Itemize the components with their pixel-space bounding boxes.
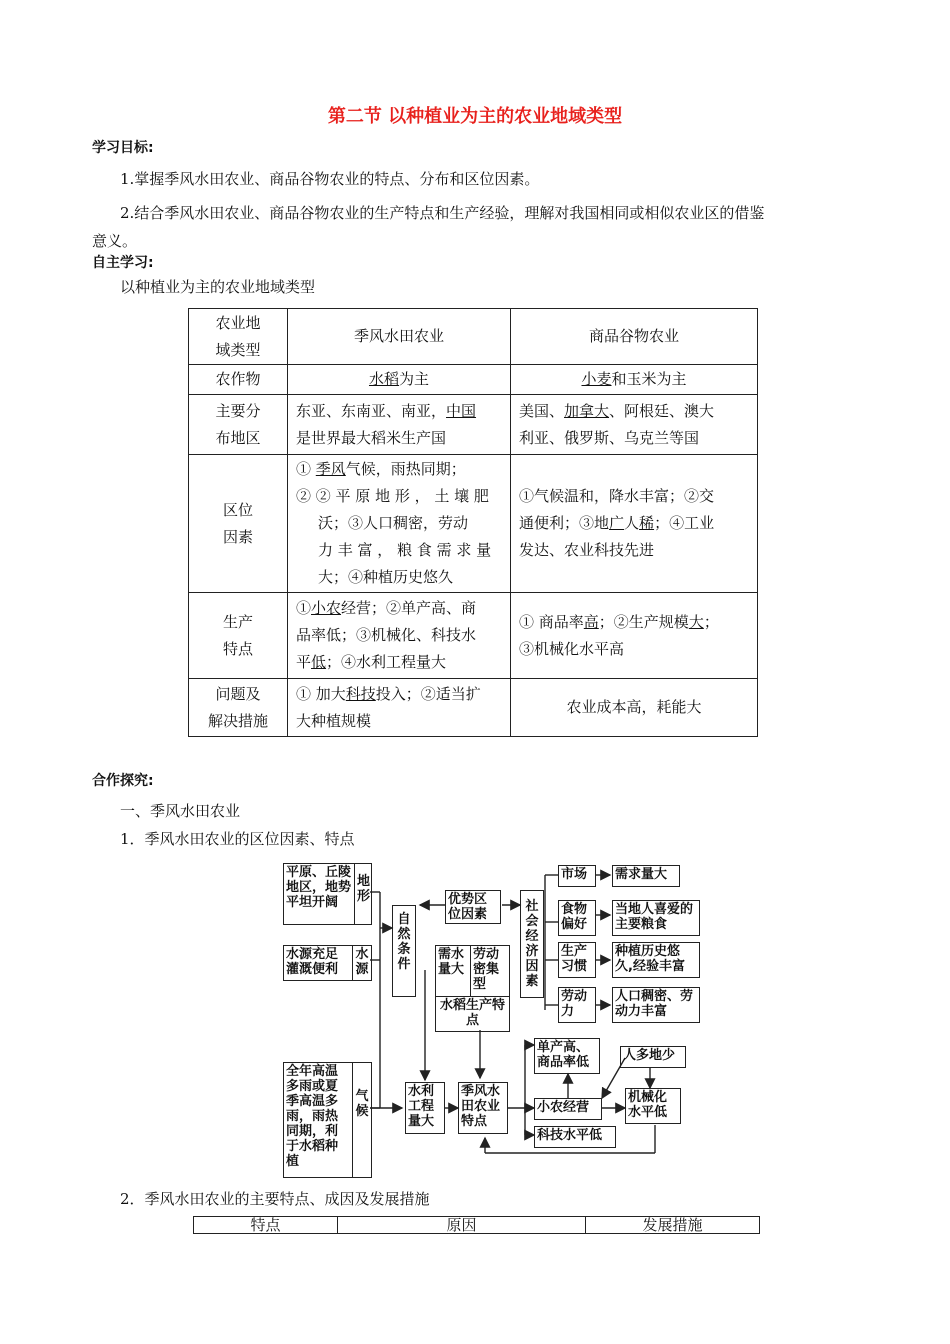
table-cell (288, 455, 511, 593)
diagram-box-habit-result: 种植历史悠久,经验丰富 (612, 942, 700, 978)
table-row (189, 309, 758, 365)
table-cell (288, 679, 511, 737)
diagram-box-natural: 自然条件 (392, 905, 416, 997)
cell-text: 低 (311, 653, 327, 671)
cell-text: 平 (296, 653, 312, 671)
diagram-box-smallfarm: 小农经营 (534, 1098, 602, 1120)
table-cell (511, 593, 758, 679)
diagram-box-water: 水源 (352, 945, 372, 981)
table-cell (288, 593, 511, 679)
cell-text: 季风 (315, 460, 346, 478)
diagram-box-market-result: 需求量大 (612, 865, 680, 887)
cell-text: ① 加大 (296, 684, 346, 703)
cell-text: 稀 (639, 514, 655, 532)
cell-text: 是世界最大稻米生产国 (296, 428, 447, 447)
cell-text: ；②生产规模 (598, 612, 689, 631)
diagram-box-labor-result: 人口稠密、劳动力丰富 (612, 987, 700, 1023)
cell-text: 经营；②单产高、商 (341, 599, 477, 617)
diagram-box-climate-desc: 全年高温多雨或夏季高温多雨，雨热同期，利于水稻种植 (283, 1062, 353, 1178)
goal-item-2-cont: 意义。 (92, 232, 138, 250)
goal-item-1: 1.掌握季风水田农业、商品谷物农业的特点、分布和区位因素。 (120, 170, 540, 188)
cell-text: 品率低；③机械化、科技水 (296, 626, 477, 644)
cell-text: 主要分 (215, 401, 261, 420)
diagram-box-climate: 气候 (352, 1062, 372, 1178)
diagram-box-rice-feature: 水稻生产特点 (435, 996, 510, 1032)
cell-text: 通便利；③地 (519, 514, 610, 532)
cell-text: 特点 (222, 639, 253, 658)
cell-text: 和玉米为主 (611, 370, 687, 388)
cell-text: 加拿大 (564, 401, 610, 420)
cell-text: 因素 (222, 527, 253, 546)
cell-text: 沃；③人口稠密，劳动 (318, 514, 469, 532)
cell-text: 解决措施 (207, 711, 268, 730)
cell-text: 域类型 (215, 340, 261, 359)
diagram-box-yield: 单产高、商品率低 (534, 1038, 600, 1074)
diagram-box-people: 人多地少 (620, 1046, 686, 1068)
cell-text: ①气候温和，降水丰富；②交 (519, 487, 715, 505)
diagram-box-advantage: 优势区位因素 (445, 890, 501, 924)
cell-text: 利亚、俄罗斯、乌克兰等国 (519, 428, 700, 447)
table-row (189, 365, 758, 395)
diagram-box-tech: 科技水平低 (534, 1126, 616, 1148)
diagram-box-social: 社会经济因素 (520, 890, 544, 998)
cell-text: 力 丰 富 ， 粮 食 需 求 量 (318, 541, 492, 559)
table-row (189, 455, 758, 593)
table-cell (189, 593, 288, 679)
cell-text: 问题及 (215, 684, 261, 703)
table-cell (189, 309, 288, 365)
table-row (194, 1217, 760, 1234)
cell-text: ③机械化水平高 (519, 639, 625, 658)
cell-text: ； (703, 612, 719, 631)
diagram-box-food-result: 当地人喜爱的主要粮食 (612, 900, 700, 936)
cell-text: 气候，雨热同期； (345, 460, 466, 478)
cell-text: 科技 (345, 684, 376, 703)
table-cell (511, 455, 758, 593)
cell-text: 为主 (399, 370, 430, 388)
cell-text: 美国、 (519, 401, 565, 420)
cell-text: ① 商品率 (519, 612, 584, 631)
cell-text: ① (296, 460, 316, 478)
cell-text: 人 (624, 514, 640, 532)
item-heading-2: 2．季风水田农业的主要特点、成因及发展措施 (120, 1190, 430, 1208)
table-cell (189, 455, 288, 593)
cell-text: 生产 (222, 612, 253, 631)
cell-text: 发达、农业科技先进 (519, 541, 655, 559)
diagram-box-terrain-desc: 平原、丘陵地区，地势平坦开阔 (283, 863, 355, 925)
cell-text: 广 (609, 514, 625, 532)
table-row (189, 395, 758, 455)
features-table (193, 1216, 760, 1234)
table-cell (189, 679, 288, 737)
goal-item-2: 2.结合季风水田农业、商品谷物农业的生产特点和生产经验，理解对我国相同或相似农业区的借鉴 (120, 204, 765, 222)
diagram-box-water-works: 水利工程量大 (405, 1082, 445, 1134)
diagram-box-demand: 需水量大 (435, 945, 471, 997)
cell-text: ；④水利工程量大 (326, 653, 447, 671)
diagram-box-market: 市场 (558, 865, 596, 887)
cell-text: 大种植规模 (296, 711, 372, 730)
cell-text: 布地区 (215, 428, 261, 447)
cell-text: 小农 (311, 599, 342, 617)
diagram-box-habit: 生产习惯 (558, 942, 596, 978)
cell-text: 大；④种植历史悠久 (318, 568, 454, 586)
cell-text: ① (296, 599, 312, 617)
table-cell: 农业成本高，耗能大 (511, 679, 758, 737)
table-header: 特点 (194, 1217, 338, 1234)
self-study-subtitle: 以种植业为主的农业地域类型 (120, 278, 316, 296)
cell-text: 东亚、东南亚、南亚， (296, 401, 447, 420)
agriculture-table (188, 308, 758, 737)
cell-text: 农业地 (215, 313, 261, 332)
diagram-box-food: 食物偏好 (558, 900, 596, 936)
self-study-heading: 自主学习: (92, 255, 154, 271)
table-cell (189, 395, 288, 455)
diagram-box-terrain: 地形 (354, 863, 372, 925)
table-cell (511, 365, 758, 395)
goals-heading: 学习目标: (92, 140, 154, 156)
table-row (189, 679, 758, 737)
diagram-box-labor-intensive: 劳动密集型 (470, 945, 510, 997)
table-header-monsoon: 季风水田农业 (288, 309, 511, 365)
table-header: 发展措施 (586, 1217, 760, 1234)
cell-text: 大 (688, 612, 704, 631)
item-heading-1: 1．季风水田农业的区位因素、特点 (120, 830, 355, 848)
cell-text: ；④工业 (654, 514, 715, 532)
cell-text: ② ② 平 原 地 形 ， 土 壤 肥 (296, 487, 489, 505)
table-header-grain: 商品谷物农业 (511, 309, 758, 365)
cell-text: 、阿根廷、澳大 (609, 401, 715, 420)
cell-text: 高 (583, 612, 599, 631)
diagram-box-monsoon-feature: 季风水田农业特点 (458, 1082, 508, 1134)
diagram-box-labor: 劳动力 (558, 987, 596, 1023)
table-cell (288, 365, 511, 395)
cell-text: 小麦 (581, 370, 612, 388)
explore-heading: 合作探究: (92, 773, 154, 789)
table-row (189, 593, 758, 679)
section-heading: 一、季风水田农业 (120, 802, 241, 820)
cell-text: 区位 (222, 500, 253, 519)
diagram-box-water-desc: 水源充足灌溉便利 (283, 945, 353, 981)
page-title: 第二节 以种植业为主的农业地域类型 (327, 106, 623, 127)
cell-text: 中国 (446, 401, 477, 420)
cell-text: 投入；②适当扩 (375, 684, 481, 703)
diagram-box-mechanization: 机械化水平低 (625, 1088, 681, 1124)
location-diagram (280, 860, 705, 1180)
cell-text: 水稻 (368, 370, 399, 388)
table-cell: 农作物 (189, 365, 288, 395)
table-header: 原因 (338, 1217, 586, 1234)
table-cell (288, 395, 511, 455)
table-cell (511, 395, 758, 455)
